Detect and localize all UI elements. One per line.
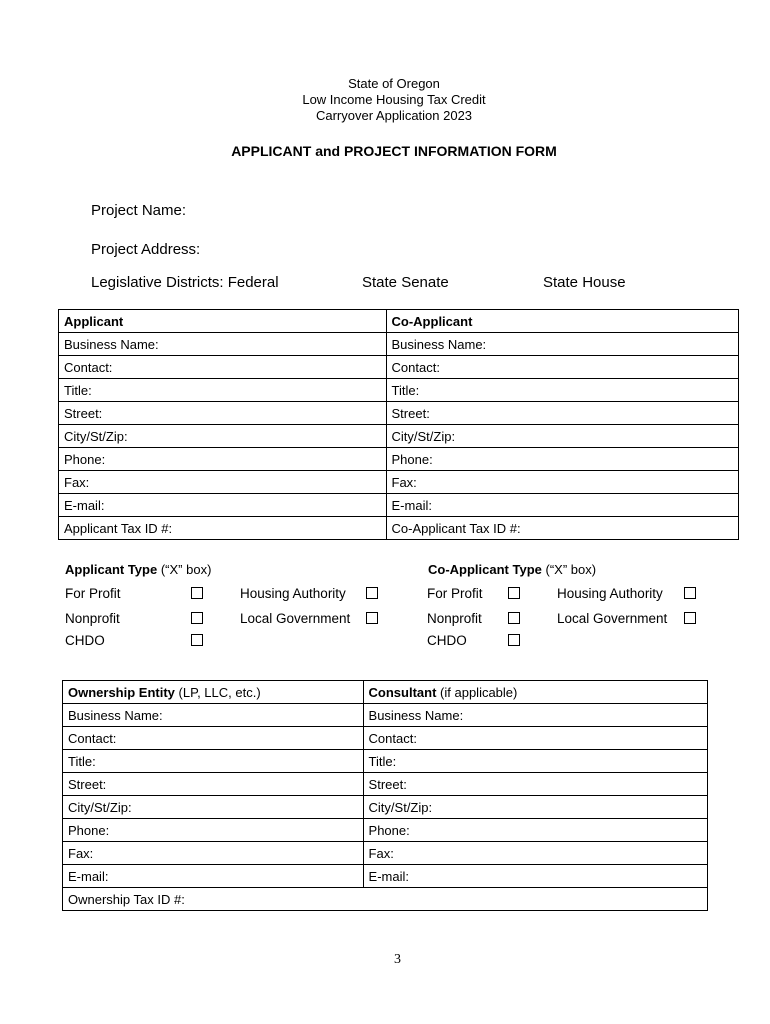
ownership-tax-id-field[interactable]: Ownership Tax ID #: bbox=[63, 888, 708, 911]
coapplicant-nonprofit-checkbox[interactable] bbox=[508, 612, 520, 624]
header-line-state: State of Oregon bbox=[348, 76, 440, 91]
applicant-street-field[interactable]: Street: bbox=[59, 402, 387, 425]
table-row bbox=[59, 310, 739, 333]
ownership-hint: (LP, LLC, etc.) bbox=[178, 684, 261, 700]
coapplicant-phone-field[interactable]: Phone: bbox=[386, 448, 738, 471]
ownership-street-field[interactable]: Street: bbox=[63, 773, 364, 796]
coapplicant-street-field[interactable]: Street: bbox=[386, 402, 738, 425]
consultant-heading-cell bbox=[363, 681, 707, 704]
coapplicant-type-heading bbox=[428, 562, 596, 577]
applicant-business-name-field[interactable]: Business Name: bbox=[59, 333, 387, 356]
coapplicant-tax-id-field[interactable]: Co-Applicant Tax ID #: bbox=[386, 517, 738, 540]
applicant-nonprofit-checkbox[interactable] bbox=[191, 612, 203, 624]
consultant-contact-field[interactable]: Contact: bbox=[363, 727, 707, 750]
table-row bbox=[59, 471, 739, 494]
ownership-heading-cell bbox=[63, 681, 364, 704]
applicant-city-field[interactable]: City/St/Zip: bbox=[59, 425, 387, 448]
applicant-type-heading bbox=[65, 562, 211, 577]
ownership-heading: Ownership Entity bbox=[68, 684, 175, 700]
coapplicant-housing-authority-label: Housing Authority bbox=[557, 586, 663, 601]
consultant-business-name-field[interactable]: Business Name: bbox=[363, 704, 707, 727]
table-row bbox=[59, 494, 739, 517]
coapplicant-for-profit-label: For Profit bbox=[427, 586, 483, 601]
applicant-housing-authority-checkbox[interactable] bbox=[366, 587, 378, 599]
table-row bbox=[63, 704, 708, 727]
applicant-heading: Applicant bbox=[59, 310, 387, 333]
applicant-contact-field[interactable]: Contact: bbox=[59, 356, 387, 379]
consultant-heading: Consultant bbox=[368, 684, 437, 700]
header-line-application: Carryover Application 2023 bbox=[315, 108, 473, 123]
page-number: 3 bbox=[394, 952, 401, 967]
table-row bbox=[59, 448, 739, 471]
table-row bbox=[59, 356, 739, 379]
form-title: APPLICANT and PROJECT INFORMATION FORM bbox=[231, 143, 557, 159]
header-line-program: Low Income Housing Tax Credit bbox=[302, 92, 486, 107]
coapplicant-contact-field[interactable]: Contact: bbox=[386, 356, 738, 379]
applicant-housing-authority-label: Housing Authority bbox=[240, 586, 346, 601]
coapplicant-chdo-checkbox[interactable] bbox=[508, 634, 520, 646]
table-row bbox=[63, 796, 708, 819]
coapplicant-local-government-label: Local Government bbox=[557, 611, 668, 626]
applicant-local-government-checkbox[interactable] bbox=[366, 612, 378, 624]
table-row bbox=[63, 888, 708, 911]
consultant-email-field[interactable]: E-mail: bbox=[363, 865, 707, 888]
coapplicant-nonprofit-label: Nonprofit bbox=[427, 611, 482, 626]
applicant-for-profit-label: For Profit bbox=[65, 586, 121, 601]
project-name-label: Project Name: bbox=[91, 202, 187, 219]
table-row bbox=[63, 727, 708, 750]
consultant-phone-field[interactable]: Phone: bbox=[363, 819, 707, 842]
table-row bbox=[59, 379, 739, 402]
coapplicant-heading: Co-Applicant bbox=[386, 310, 738, 333]
applicant-type-hint: (“X” box) bbox=[160, 562, 212, 577]
applicant-chdo-label: CHDO bbox=[65, 633, 105, 648]
applicant-phone-field[interactable]: Phone: bbox=[59, 448, 387, 471]
ownership-email-field[interactable]: E-mail: bbox=[63, 865, 364, 888]
ownership-table bbox=[62, 680, 708, 911]
table-row bbox=[59, 517, 739, 540]
coapplicant-title-field[interactable]: Title: bbox=[386, 379, 738, 402]
consultant-city-field[interactable]: City/St/Zip: bbox=[363, 796, 707, 819]
table-row bbox=[63, 773, 708, 796]
applicant-chdo-checkbox[interactable] bbox=[191, 634, 203, 646]
applicant-title-field[interactable]: Title: bbox=[59, 379, 387, 402]
applicant-nonprofit-label: Nonprofit bbox=[65, 611, 120, 626]
project-address-label: Project Address: bbox=[91, 241, 201, 258]
coapplicant-chdo-label: CHDO bbox=[427, 633, 467, 648]
ownership-business-name-field[interactable]: Business Name: bbox=[63, 704, 364, 727]
table-row bbox=[59, 333, 739, 356]
coapplicant-city-field[interactable]: City/St/Zip: bbox=[386, 425, 738, 448]
coapplicant-local-government-checkbox[interactable] bbox=[684, 612, 696, 624]
applicant-fax-field[interactable]: Fax: bbox=[59, 471, 387, 494]
districts-federal-label: Legislative Districts: Federal bbox=[91, 274, 279, 291]
table-row bbox=[59, 425, 739, 448]
table-row bbox=[63, 681, 708, 704]
table-row bbox=[59, 402, 739, 425]
coapplicant-email-field[interactable]: E-mail: bbox=[386, 494, 738, 517]
ownership-phone-field[interactable]: Phone: bbox=[63, 819, 364, 842]
coapplicant-housing-authority-checkbox[interactable] bbox=[684, 587, 696, 599]
table-row bbox=[63, 819, 708, 842]
consultant-fax-field[interactable]: Fax: bbox=[363, 842, 707, 865]
coapplicant-fax-field[interactable]: Fax: bbox=[386, 471, 738, 494]
state-house-label: State House bbox=[543, 274, 626, 291]
ownership-title-field[interactable]: Title: bbox=[63, 750, 364, 773]
applicant-for-profit-checkbox[interactable] bbox=[191, 587, 203, 599]
table-row bbox=[63, 842, 708, 865]
table-row bbox=[63, 865, 708, 888]
table-row bbox=[63, 750, 708, 773]
ownership-fax-field[interactable]: Fax: bbox=[63, 842, 364, 865]
consultant-title-field[interactable]: Title: bbox=[363, 750, 707, 773]
ownership-contact-field[interactable]: Contact: bbox=[63, 727, 364, 750]
applicant-local-government-label: Local Government bbox=[240, 611, 351, 626]
state-senate-label: State Senate bbox=[362, 274, 449, 291]
applicant-email-field[interactable]: E-mail: bbox=[59, 494, 387, 517]
ownership-city-field[interactable]: City/St/Zip: bbox=[63, 796, 364, 819]
applicant-table bbox=[58, 309, 739, 540]
applicant-type-title: Applicant Type bbox=[65, 562, 158, 577]
coapplicant-type-hint: (“X” box) bbox=[545, 562, 597, 577]
coapplicant-for-profit-checkbox[interactable] bbox=[508, 587, 520, 599]
coapplicant-type-title: Co-Applicant Type bbox=[428, 562, 542, 577]
consultant-hint: (if applicable) bbox=[440, 684, 518, 700]
applicant-tax-id-field[interactable]: Applicant Tax ID #: bbox=[59, 517, 387, 540]
consultant-street-field[interactable]: Street: bbox=[363, 773, 707, 796]
coapplicant-business-name-field[interactable]: Business Name: bbox=[386, 333, 738, 356]
